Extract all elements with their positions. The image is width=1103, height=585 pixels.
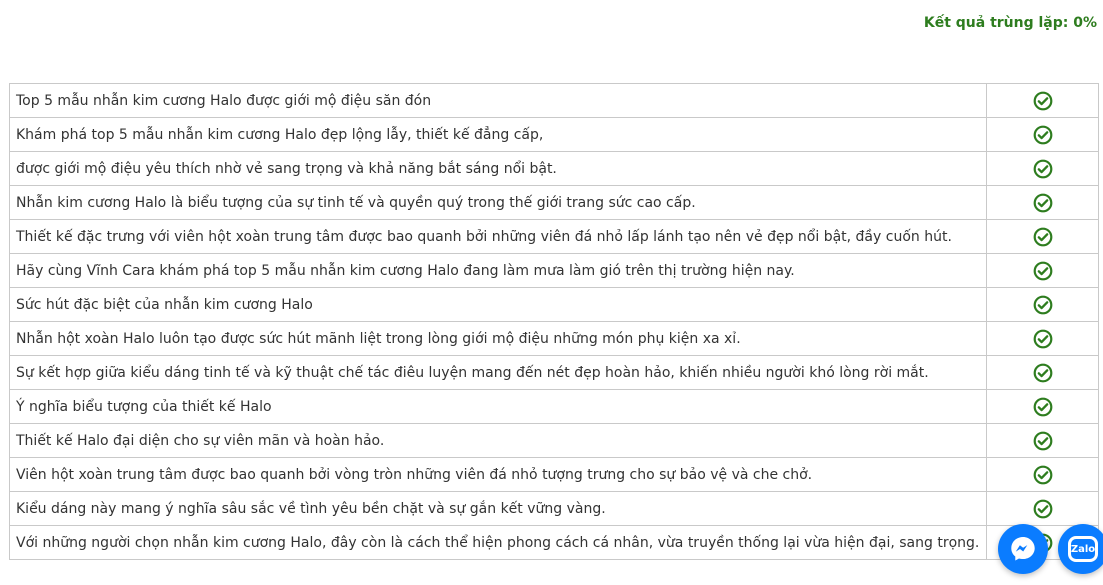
- check-circle-icon: [1033, 295, 1053, 315]
- check-circle-icon: [1033, 125, 1053, 145]
- duplicate-result-label: Kết quả trùng lặp: 0%: [923, 15, 1097, 31]
- table-row: [10, 424, 1099, 458]
- sentence-cell: Nhẫn kim cương Halo là biểu tượng của sự tinh tế và quyền quý trong thế giới trang sức cao cấp.: [10, 186, 987, 220]
- table-row: [10, 220, 1099, 254]
- status-cell: [987, 220, 1099, 254]
- check-circle-icon: [1033, 499, 1053, 519]
- table-row: [10, 356, 1099, 390]
- check-circle-icon: [1033, 465, 1053, 485]
- status-cell: [987, 152, 1099, 186]
- sentence-cell: Nhẫn hột xoàn Halo luôn tạo được sức hút mãnh liệt trong lòng giới mộ điệu những món phụ kiện xa xỉ.: [10, 322, 987, 356]
- status-cell: [987, 84, 1099, 118]
- sentence-cell: Thiết kế đặc trưng với viên hột xoàn trung tâm được bao quanh bởi những viên đá nhỏ lấp lánh tạo nên vẻ đẹp nổi bật, đầy cuốn hút.: [10, 220, 987, 254]
- status-cell: [987, 390, 1099, 424]
- status-cell: [987, 254, 1099, 288]
- table-row: [10, 288, 1099, 322]
- sentence-cell: Thiết kế Halo đại diện cho sự viên mãn và hoàn hảo.: [10, 424, 987, 458]
- sentence-cell: Viên hột xoàn trung tâm được bao quanh bởi vòng tròn những viên đá nhỏ tượng trưng cho sự bảo vệ và che chở.: [10, 458, 987, 492]
- sentence-cell: được giới mộ điệu yêu thích nhờ vẻ sang trọng và khả năng bắt sáng nổi bật.: [10, 152, 987, 186]
- status-cell: [987, 288, 1099, 322]
- sentence-cell: Khám phá top 5 mẫu nhẫn kim cương Halo đẹp lộng lẫy, thiết kế đẳng cấp,: [10, 118, 987, 152]
- status-cell: [987, 424, 1099, 458]
- status-cell: [987, 322, 1099, 356]
- sentence-cell: Với những người chọn nhẫn kim cương Halo, đây còn là cách thể hiện phong cách cá nhân, vừa truyền thống lại vừa hiện đại, sang trọng.: [10, 526, 987, 560]
- sentence-cell: Sức hút đặc biệt của nhẫn kim cương Halo: [10, 288, 987, 322]
- check-circle-icon: [1033, 363, 1053, 383]
- check-circle-icon: [1033, 329, 1053, 349]
- sentence-cell: Sự kết hợp giữa kiểu dáng tinh tế và kỹ thuật chế tác điêu luyện mang đến nét đẹp hoàn hảo, khiến nhiều người khó lòng rời mắt.: [10, 356, 987, 390]
- sentence-cell: Top 5 mẫu nhẫn kim cương Halo được giới mộ điệu săn đón: [10, 84, 987, 118]
- table-row: [10, 526, 1099, 560]
- result-table-body: [10, 84, 1099, 560]
- status-cell: [987, 186, 1099, 220]
- check-circle-icon: [1033, 397, 1053, 417]
- sentence-cell: Ý nghĩa biểu tượng của thiết kế Halo: [10, 390, 987, 424]
- sentence-cell: Kiểu dáng này mang ý nghĩa sâu sắc về tình yêu bền chặt và sự gắn kết vững vàng.: [10, 492, 987, 526]
- check-circle-icon: [1033, 431, 1053, 451]
- status-cell: [987, 458, 1099, 492]
- check-circle-icon: [1033, 159, 1053, 179]
- check-circle-icon: [1033, 91, 1053, 111]
- sentence-cell: Hãy cùng Vĩnh Cara khám phá top 5 mẫu nhẫn kim cương Halo đang làm mưa làm gió trên thị trường hiện nay.: [10, 254, 987, 288]
- table-row: [10, 118, 1099, 152]
- status-cell: [987, 356, 1099, 390]
- table-row: [10, 254, 1099, 288]
- messenger-button[interactable]: [998, 524, 1048, 574]
- table-row: [10, 186, 1099, 220]
- status-cell: [987, 492, 1099, 526]
- table-row: [10, 322, 1099, 356]
- table-row: [10, 492, 1099, 526]
- zalo-label: Zalo: [1070, 543, 1096, 555]
- check-circle-icon: [1033, 227, 1053, 247]
- result-table: [9, 83, 1099, 560]
- check-circle-icon: [1033, 261, 1053, 281]
- table-row: [10, 152, 1099, 186]
- messenger-icon: [1009, 535, 1037, 563]
- zalo-icon: [1068, 536, 1098, 562]
- check-circle-icon: [1033, 193, 1053, 213]
- status-cell: [987, 118, 1099, 152]
- zalo-button[interactable]: [1058, 524, 1103, 574]
- table-row: [10, 458, 1099, 492]
- table-row: [10, 84, 1099, 118]
- table-row: [10, 390, 1099, 424]
